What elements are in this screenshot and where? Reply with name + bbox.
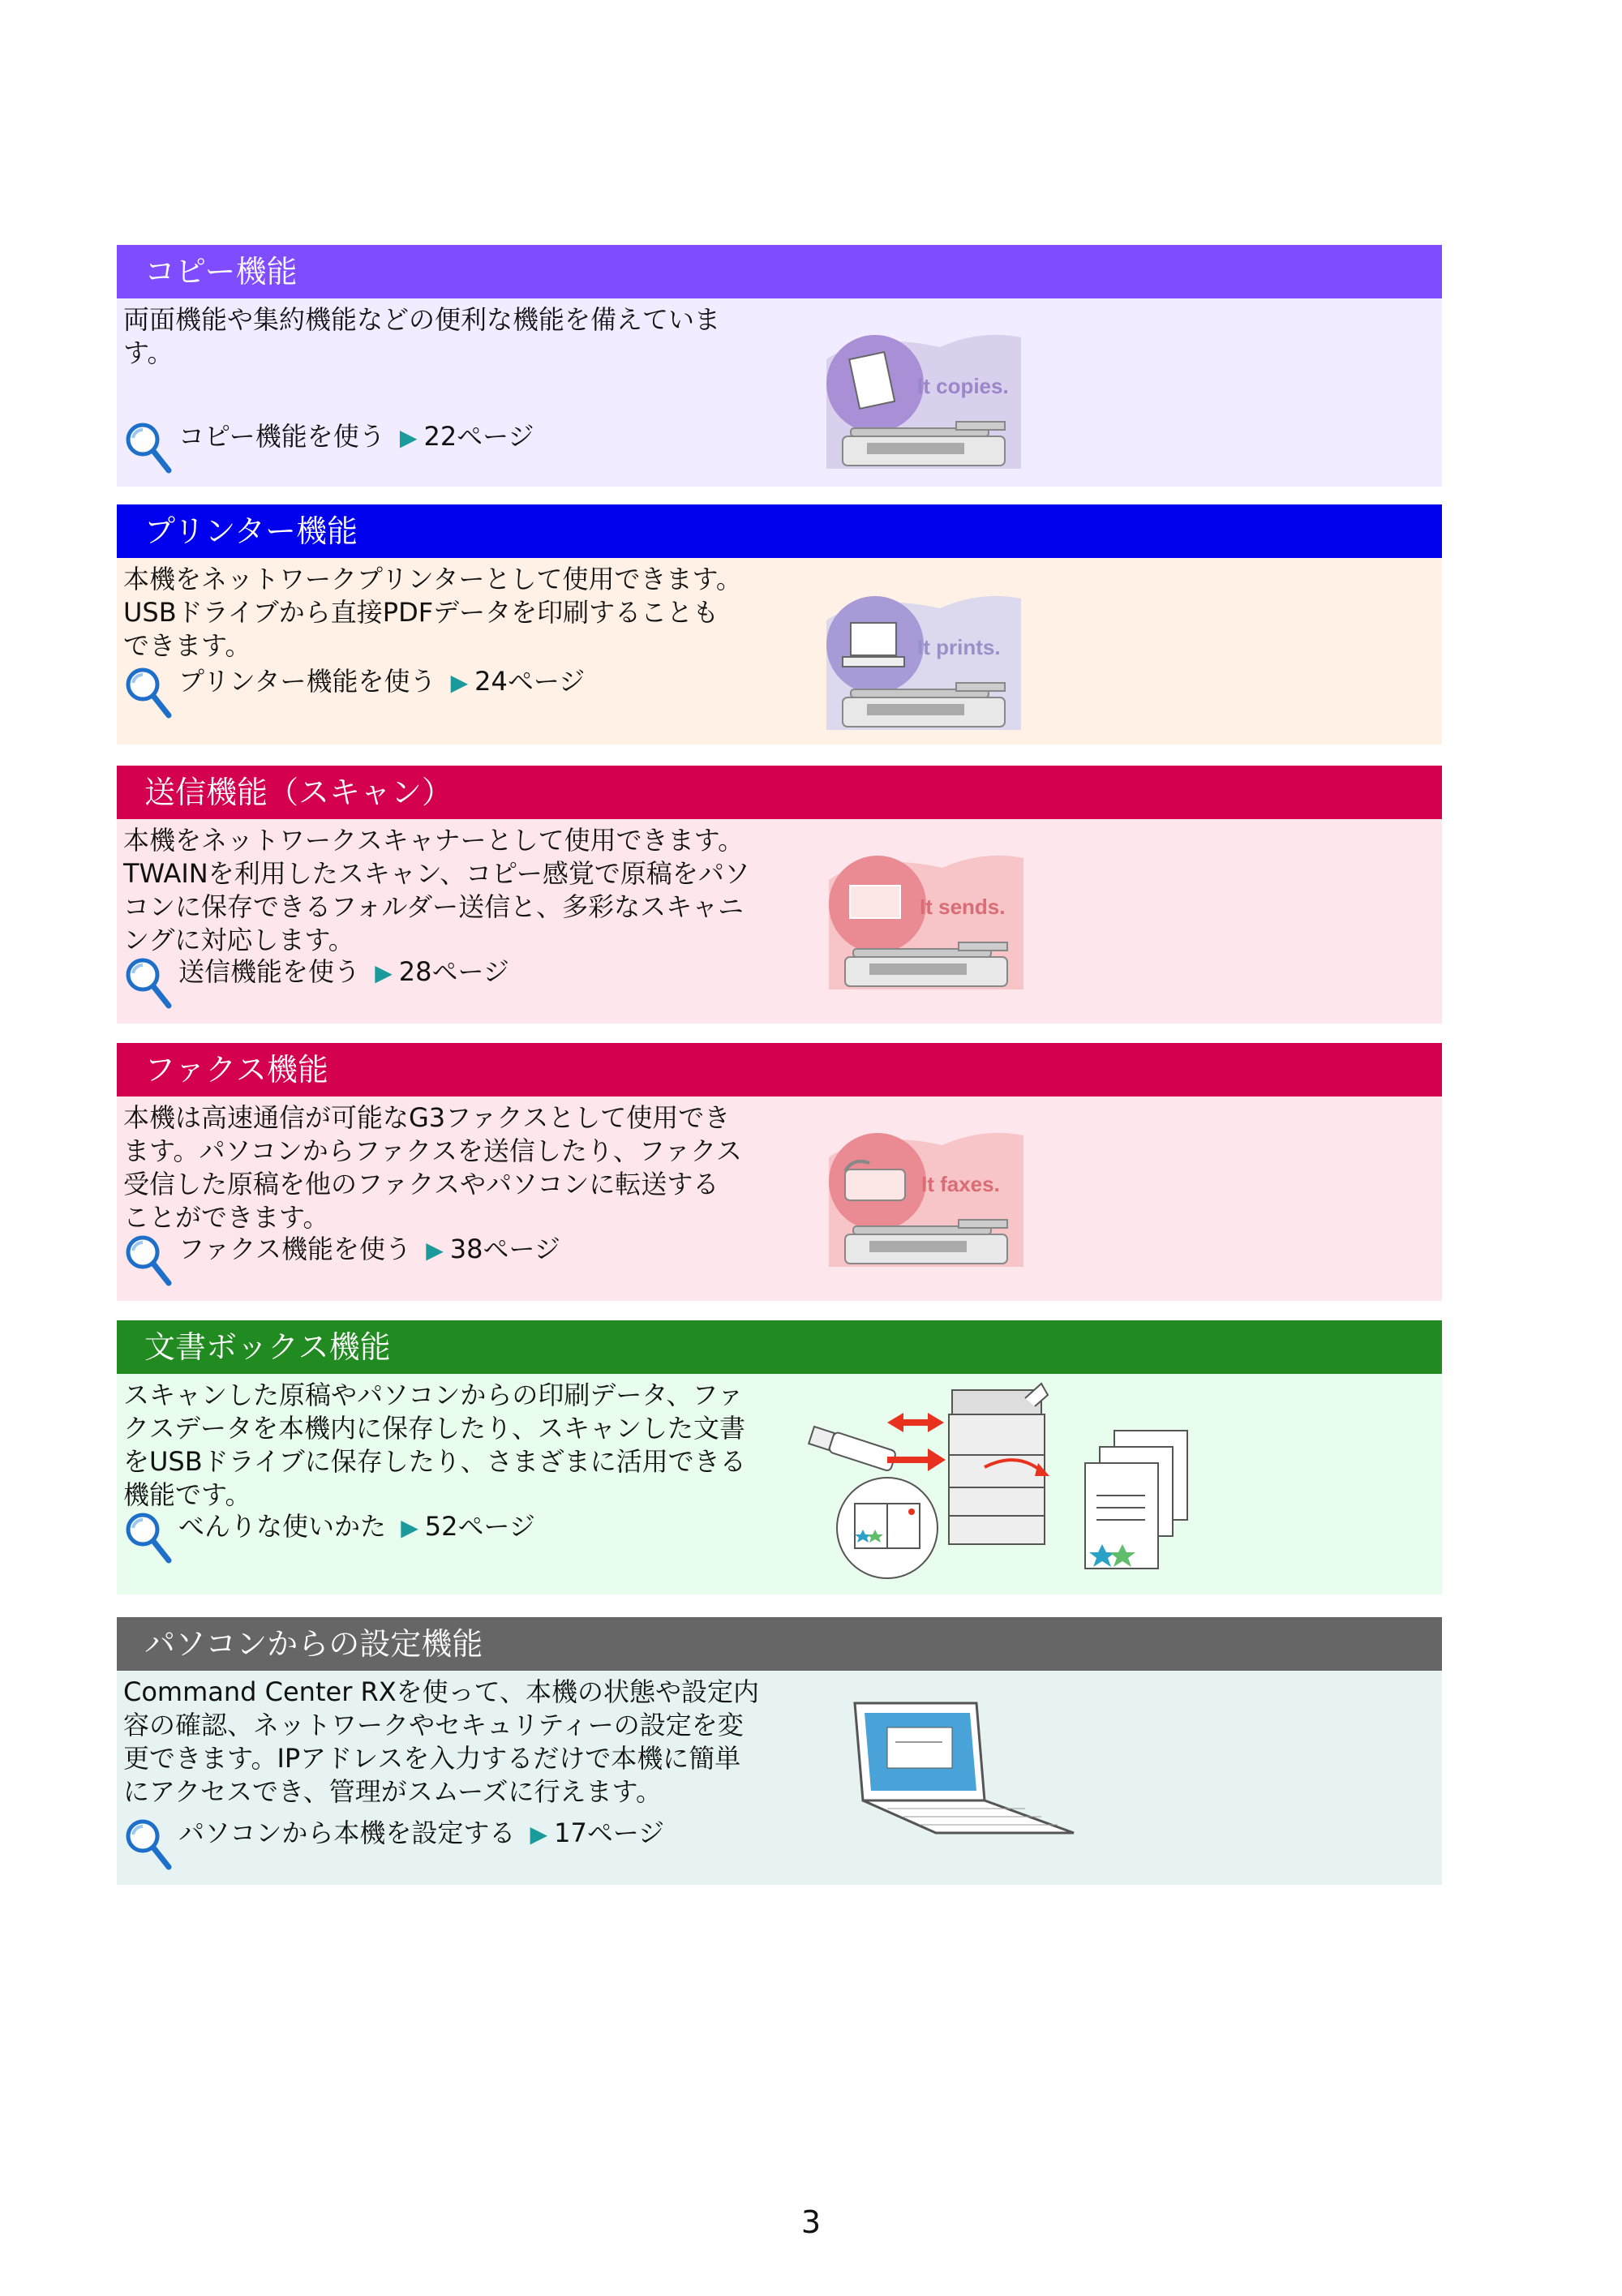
reference-text: パソコンから本機を設定する — [178, 1817, 516, 1848]
reference-text: 送信機能を使う — [178, 956, 361, 987]
section-title-pc-settings: パソコンからの設定機能 — [144, 1626, 483, 1662]
reference-page: 22ページ — [423, 421, 534, 452]
section-description-send: 本機をネットワークスキャナーとして使用できます。 TWAINを利用したスキャン、コピー感覚で原稿をパソ コンに保存できるフォルダー送信と、多彩なスキャニ ングに対応します。 — [123, 825, 750, 955]
reference-text: プリンター機能を使う — [178, 666, 436, 697]
section-description-document-box: スキャンした原稿やパソコンからの印刷データ、ファ クスデータを本機内に保存したり、スキャンした文書 をUSBドライブに保存したり、さまざまに活用できる 機能です。 — [123, 1380, 746, 1510]
section-header-document-box — [117, 1320, 1442, 1374]
usb-drive-icon — [809, 1425, 897, 1471]
section-description-copy: 両面機能や集約機能などの便利な機能を備えていま す。 — [123, 304, 721, 368]
section-title-document-box: 文書ボックス機能 — [144, 1329, 391, 1365]
play-arrow-icon: ▶ — [399, 424, 418, 451]
reference-link-copy[interactable] — [123, 420, 534, 477]
play-arrow-icon: ▶ — [401, 1514, 418, 1541]
section-print — [117, 504, 1442, 745]
section-description-pc-settings: Command Center RXを使って、本機の状態や設定内 容の確認、ネットワークやセキュリティーの設定を変 更できます。IPアドレスを入力するだけで本機に簡単 にアクセスでき、管理がスムーズに行えます。 — [123, 1676, 760, 1807]
section-fax — [117, 1043, 1442, 1301]
reference-link-fax[interactable] — [123, 1233, 560, 1290]
section-title-print: プリンター機能 — [144, 513, 358, 549]
section-title-fax: ファクス機能 — [144, 1052, 328, 1088]
section-body-fax — [117, 1097, 1442, 1301]
reference-link-pc-settings[interactable] — [123, 1817, 664, 1873]
transfer-arrows-icon — [887, 1413, 946, 1471]
fax-illustration — [821, 1113, 1145, 1275]
open-document-icon — [837, 1478, 938, 1578]
magnifier-icon — [123, 665, 174, 722]
reference-page: 24ページ — [474, 666, 586, 697]
illustration-caption: It copies. — [917, 374, 1009, 398]
printer-illustration — [818, 576, 1143, 738]
illustration-caption: It prints. — [917, 635, 1001, 659]
reference-text: べんりな使いかた — [178, 1511, 387, 1542]
reference-page: 52ページ — [424, 1511, 535, 1542]
section-description-fax: 本機は高速通信が可能なG3ファクスとして使用でき ます。パソコンからファクスを送信したり、ファクス 受信した原稿を他のファクスやパソコンに転送する ことができます。 — [123, 1102, 742, 1233]
section-header-fax — [117, 1043, 1442, 1097]
section-header-send — [117, 766, 1442, 819]
section-document-box — [117, 1320, 1442, 1594]
scanner-illustration — [821, 835, 1145, 998]
section-body-send — [117, 819, 1442, 1024]
reference-page: 28ページ — [398, 956, 509, 987]
illustration-caption: It sends. — [920, 895, 1006, 919]
magnifier-icon — [123, 955, 174, 1012]
section-header-print — [117, 504, 1442, 558]
section-pc-settings — [117, 1617, 1442, 1885]
section-copy — [117, 245, 1442, 487]
play-arrow-icon: ▶ — [426, 1237, 444, 1264]
section-header-copy — [117, 245, 1442, 298]
reference-page: 38ページ — [449, 1234, 560, 1264]
reference-text: ファクス機能を使う — [178, 1234, 412, 1264]
page-number: 3 — [800, 2204, 822, 2240]
document-box-illustration — [798, 1382, 1317, 1585]
play-arrow-icon: ▶ — [530, 1821, 548, 1848]
copier-illustration — [818, 315, 1143, 477]
play-arrow-icon: ▶ — [450, 669, 469, 696]
section-title-copy: コピー機能 — [144, 254, 298, 290]
section-body-document-box — [117, 1374, 1442, 1594]
section-body-print — [117, 558, 1442, 745]
reference-page: 17ページ — [554, 1817, 665, 1848]
section-send — [117, 766, 1442, 1024]
reference-text: コピー機能を使う — [178, 421, 385, 452]
illustration-caption: It faxes. — [921, 1172, 1000, 1196]
laptop-illustration — [847, 1695, 1090, 1857]
play-arrow-icon: ▶ — [375, 959, 393, 986]
magnifier-icon — [123, 1233, 174, 1290]
magnifier-icon — [123, 1510, 174, 1567]
magnifier-icon — [123, 1817, 174, 1873]
section-description-print: 本機をネットワークプリンターとして使用できます。 USBドライブから直接PDFデータを印刷することも できます。 — [123, 564, 742, 661]
section-title-send: 送信機能（スキャン） — [144, 775, 453, 810]
section-body-pc-settings — [117, 1671, 1442, 1885]
reference-link-send[interactable] — [123, 955, 509, 1012]
section-header-pc-settings — [117, 1617, 1442, 1671]
magnifier-icon — [123, 420, 174, 477]
reference-link-document-box[interactable] — [123, 1510, 535, 1567]
reference-link-print[interactable] — [123, 665, 585, 722]
section-body-copy — [117, 298, 1442, 487]
